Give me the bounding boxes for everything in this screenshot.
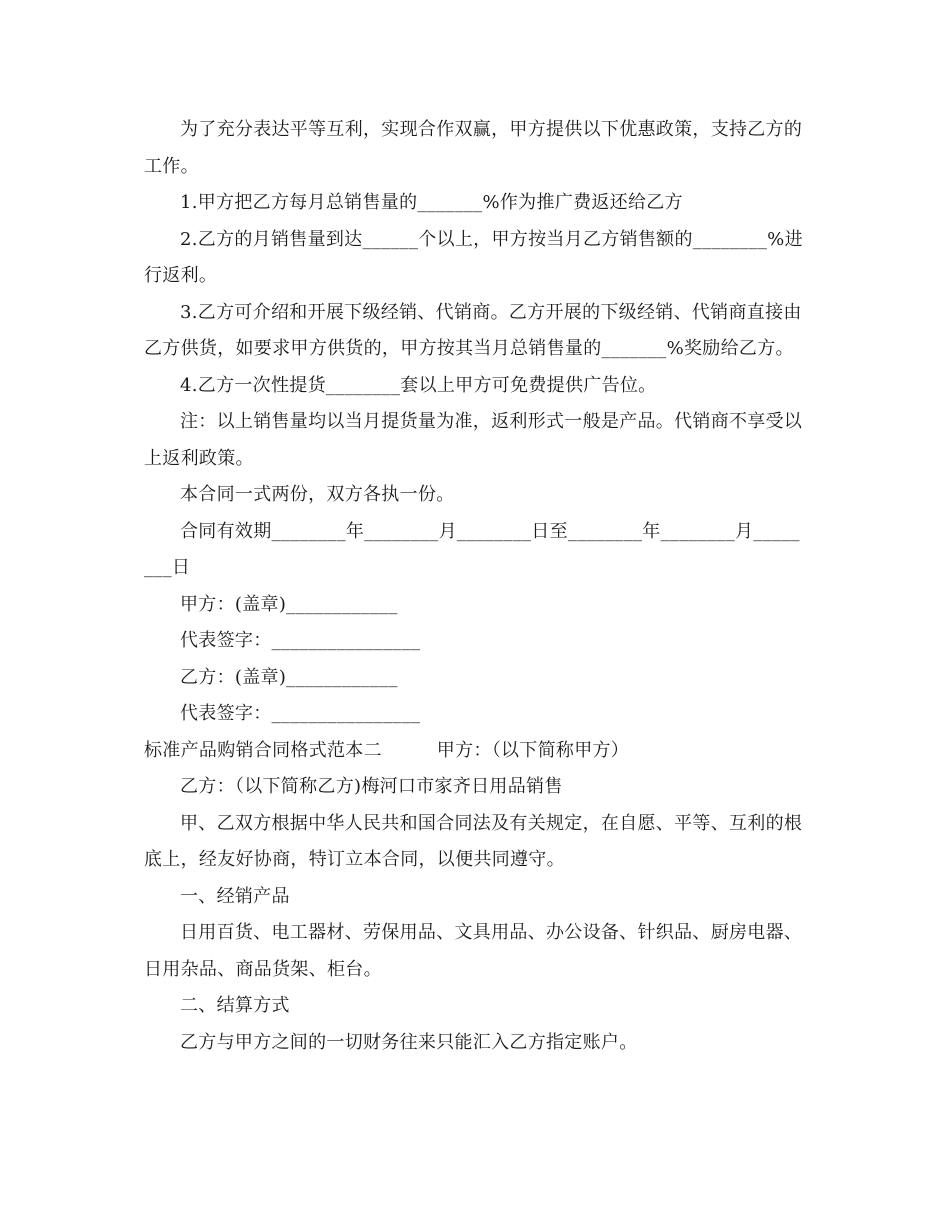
party-b-seal: 乙方：(盖章)____________ [180, 666, 398, 688]
copies-paragraph: 本合同一式两份，双方各执一份。 [180, 484, 455, 505]
clause-1: 1.甲方把乙方每月总销售量的_______%作为推广费返还给乙方 [180, 192, 683, 213]
party-a-seal: 甲方：(盖章)____________ [180, 593, 398, 615]
settlement-paragraph: 乙方与甲方之间的一切财务往来只能汇入乙方指定账户。 [180, 1031, 638, 1053]
section-2-heading: 二、结算方式 [180, 995, 290, 1016]
intro-paragraph: 为了充分表达平等互利，实现合作双赢，甲方提供以下优惠政策，支持乙方的工作。 [144, 119, 803, 177]
clause-4: 4.乙方一次性提货________套以上甲方可免费提供广告位。 [180, 374, 657, 396]
section-1-heading: 一、经销产品 [180, 885, 290, 907]
clause-3: 3.乙方可介绍和开展下级经销、代销商。乙方开展的下级经销、代销商直接由乙方供货，如要求甲方供货的，甲方按其当月总销售量的_______%奖励给乙方。 [144, 301, 802, 359]
validity-period: 合同有效期________年________月________日至________年________月________日 [144, 520, 800, 578]
party-a-signature: 代表签字：________________ [180, 630, 421, 651]
agreement-paragraph: 甲、乙双方根据中华人民共和国合同法及有关规定，在自愿、平等、互利的根底上，经友好协商，特订立本合同，以便共同遵守。 [144, 812, 803, 870]
clause-2: 2.乙方的月销售量到达______个以上，甲方按当月乙方销售额的________%进行返利。 [144, 228, 803, 286]
document-body [144, 112, 808, 1061]
note-paragraph: 注：以上销售量均以当月提货量为准，返利形式一般是产品。代销商不享受以上返利政策。 [144, 411, 803, 469]
template-two-heading: 标准产品购销合同格式范本二 甲方：（以下简称甲方） [144, 739, 630, 761]
products-paragraph: 日用百货、电工器材、劳保用品、文具用品、办公设备、针织品、厨房电器、日用杂品、商品货架、柜台。 [144, 922, 803, 980]
party-b-signature: 代表签字：________________ [180, 703, 421, 724]
party-b-line: 乙方：（以下简称乙方)梅河口市家齐日用品销售 [180, 776, 563, 797]
